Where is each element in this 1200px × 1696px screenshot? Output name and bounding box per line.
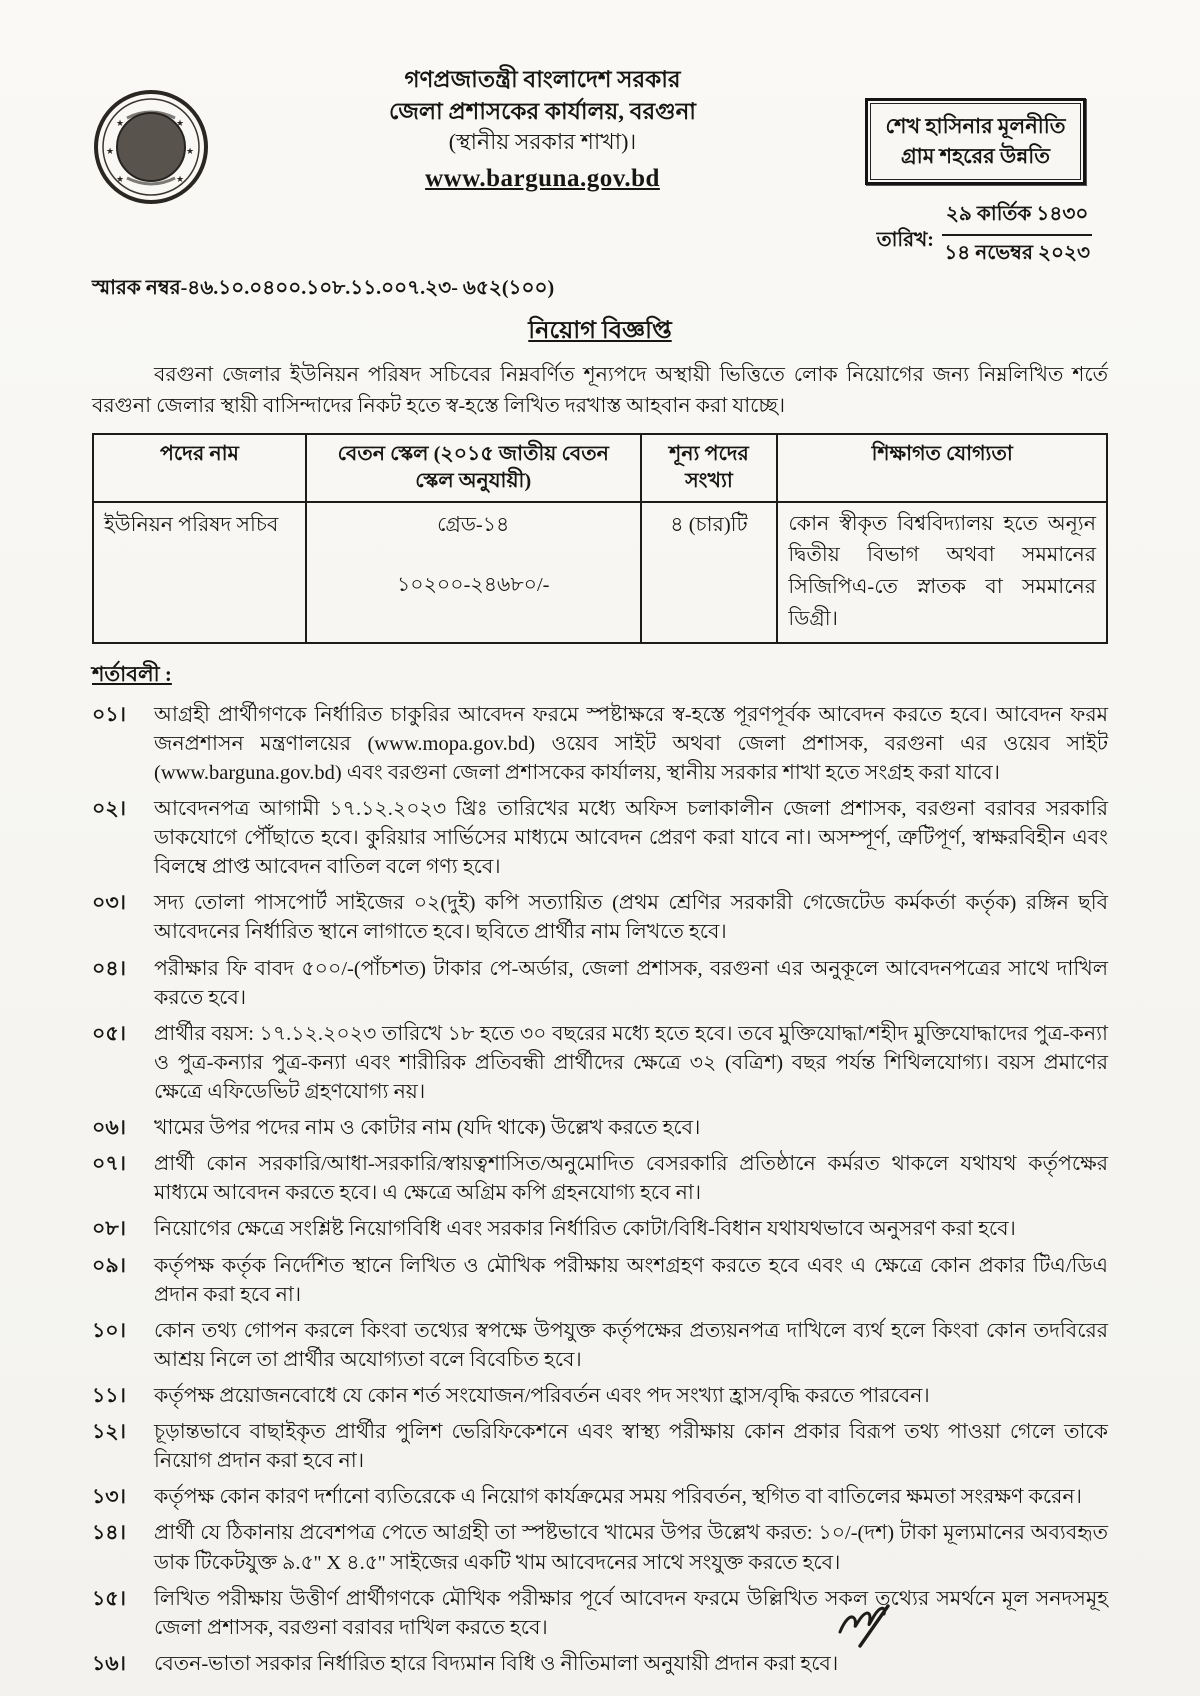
conditions-heading-wrap	[92, 658, 1108, 693]
condition-item	[92, 1519, 1108, 1577]
header-qualification: শিক্ষাগত যোগ্যতা	[777, 434, 1107, 501]
condition-number: ০৩।	[92, 892, 126, 915]
pay-grade: গ্রেড-১৪	[437, 513, 510, 536]
condition-number: ১১।	[92, 1385, 126, 1408]
condition-item	[92, 1317, 1108, 1375]
condition-item	[92, 1382, 1108, 1411]
vacancy-table-header-row	[93, 434, 1107, 501]
condition-text: প্রার্থী কোন সরকারি/আধা-সরকারি/স্বায়ত্বশাসিত/অনুমোদিত বেসরকারি প্রতিষ্ঠানে কর্মরত থাকলে যথাযথ কর্তৃপক্ষের মাধ্যমে আবেদন করতে হবে। এ ক্ষেত্রে অগ্রিম কপি গ্রহনযোগ্য হবে না।	[154, 1153, 1108, 1205]
condition-text: লিখিত পরীক্ষায় উত্তীর্ণ প্রার্থীগণকে মৌখিক পরীক্ষার পূর্বে আবেদন ফরমে উল্লিখিত সকল তথ্যের সমর্থনে মূল সনদসমূহ জেলা প্রশাসক, বরগুনা বরাবর দাখিল করতে হবে।	[154, 1587, 1108, 1639]
document-header	[92, 64, 1108, 271]
condition-number: ১৫।	[92, 1587, 126, 1610]
condition-item	[92, 1114, 1108, 1143]
condition-text: কর্তৃপক্ষ কোন কারণ দর্শানো ব্যতিরেকে এ নিয়োগ কার্যক্রমের সময় পরিবর্তন, স্থগিত বা বাতিলের ক্ষমতা সংরক্ষণ করেন।	[154, 1486, 1082, 1509]
svg-text:★: ★	[106, 147, 115, 157]
condition-text: কর্তৃপক্ষ প্রয়োজনবোধে যে কোন শর্ত সংযোজন/পরিবর্তন এবং পদ সংখ্যা হ্রাস/বৃদ্ধি করতে পারবেন।	[154, 1385, 930, 1408]
cell-post-name: ইউনিয়ন পরিষদ সচিব	[93, 502, 306, 643]
branch-name: (স্থানীয় সরকার শাখা)।	[448, 129, 637, 155]
condition-number: ০৫।	[92, 1022, 126, 1045]
memo-number: স্মারক নম্বর-৪৬.১০.০৪০০.১০৮.১১.০০৭.২৩- ৬৫২(১০০)	[92, 276, 555, 299]
condition-number: ০২।	[92, 798, 126, 821]
condition-item	[92, 1252, 1108, 1310]
svg-text:★: ★	[176, 175, 185, 185]
condition-number: ০১।	[92, 703, 126, 726]
vacancy-table	[92, 433, 1108, 643]
date-fraction	[942, 199, 1092, 271]
letterhead-text	[242, 64, 843, 196]
condition-number: ১০।	[92, 1319, 126, 1342]
office-website-link: www.barguna.gov.bd	[425, 164, 660, 192]
slogan-box	[865, 98, 1085, 185]
government-name: গণপ্রজাতন্ত্রী বাংলাদেশ সরকার	[404, 67, 681, 92]
condition-text: আবেদনপত্র আগামী ১৭.১২.২০২৩ খ্রিঃ তারিখের মধ্যে অফিস চলাকালীন জেলা প্রশাসক, বরগুনা বরাবর সরকারি ডাকযোগে পৌঁছাতে হবে। কুরিয়ার সার্ভিসের মাধ্যমে আবেদন প্রেরণ করা যাবে না। অসম্পূর্ণ, ত্রুটিপূর্ণ, স্বাক্ষরবিহীন এবং বিলম্বে প্রাপ্ত আবেদন বাতিল বলে গণ্য হবে।	[154, 798, 1108, 879]
conditions-list	[92, 701, 1108, 1679]
condition-number: ০৪।	[92, 957, 126, 980]
date-bangla-calendar: ২৯ কার্তিক ১৪৩০	[942, 199, 1092, 236]
initials-scribble-icon	[826, 1598, 916, 1652]
vacancy-table-row	[93, 502, 1107, 643]
slogan-text	[870, 103, 1080, 180]
svg-text:★: ★	[116, 175, 125, 185]
condition-number: ১২।	[92, 1421, 126, 1444]
condition-number: ০৯।	[92, 1254, 126, 1277]
condition-text: বেতন-ভাতা সরকার নির্ধারিত হারে বিদ্যমান বিধি ও নীতিমালা অনুযায়ী প্রদান করা হবে।	[154, 1652, 839, 1675]
condition-text: নিয়োগের ক্ষেত্রে সংশ্লিষ্ট নিয়োগবিধি এবং সরকার নির্ধারিত কোটা/বিধি-বিধান যথাযথভাবে অনুসরণ করা হবে।	[154, 1218, 1016, 1241]
condition-item	[92, 1215, 1108, 1244]
header-vacancy-line2: সংখ্যা	[685, 470, 733, 493]
header-vacancy-line1: শূন্য পদের	[669, 443, 749, 466]
slogan-line-2: গ্রাম শহরের উন্নতি	[900, 144, 1051, 169]
svg-text:★: ★	[176, 119, 185, 129]
condition-item	[92, 1585, 1108, 1643]
condition-item	[92, 1418, 1108, 1476]
condition-number: ০৮।	[92, 1218, 126, 1241]
condition-number: ১৬।	[92, 1652, 126, 1675]
header-vacancy-count	[641, 434, 778, 501]
condition-text: কোন তথ্য গোপন করলে কিংবা তথ্যের স্বপক্ষে উপযুক্ত কর্তৃপক্ষের প্রত্যয়নপত্র দাখিলে ব্যর্থ হলে কিংবা কোন তদবিরের আশ্রয় নিলে তা প্রার্থীর অযোগ্যতা বলে বিবেচিত হবে।	[154, 1319, 1108, 1371]
condition-text: খামের উপর পদের নাম ও কোটার নাম (যদি থাকে) উল্লেখ করতে হবে।	[154, 1117, 701, 1140]
condition-number: ০৬।	[92, 1117, 126, 1140]
cell-vacancy-count: ৪ (চার)টি	[641, 502, 778, 643]
date-label: তারিখ:	[876, 229, 934, 252]
cell-pay-scale	[306, 502, 641, 643]
condition-text: প্রার্থীর বয়স: ১৭.১২.২০২৩ তারিখে ১৮ হতে ৩০ বছরের মধ্যে হতে হবে। তবে মুক্তিযোদ্ধা/শহীদ মুক্তিযোদ্ধাদের পুত্র-কন্যা ও পুত্র-কন্যার পুত্র-কন্যা এবং শারীরিক প্রতিবন্ধী প্রার্থীদের ক্ষেত্রে ৩২ (বত্রিশ) বছর পর্যন্ত শিথিলযোগ্য। বয়স প্রমাণের ক্ষেত্রে এফিডেভিট গ্রহণযোগ্য নয়।	[154, 1022, 1108, 1104]
condition-item	[92, 701, 1108, 788]
condition-item	[92, 889, 1108, 947]
office-name: জেলা প্রশাসকের কার্যালয়, বরগুনা	[389, 98, 696, 124]
condition-item	[92, 1483, 1108, 1512]
government-seal-wrap	[92, 64, 242, 211]
condition-text: চূড়ান্তভাবে বাছাইকৃত প্রার্থীর পুলিশ ভেরিফিকেশনে এবং স্বাস্থ্য পরীক্ষায় কোন প্রকার বিরূপ তথ্য পাওয়া গেলে তাকে নিয়োগ প্রদান করা হবে না।	[154, 1421, 1108, 1473]
cell-qualification: কোন স্বীকৃত বিশ্ববিদ্যালয় হতে অন্যূন দ্বিতীয় বিভাগ অথবা সমমানের সিজিপিএ-তে স্নাতক বা সমমানের ডিগ্রী।	[777, 502, 1107, 643]
condition-item	[92, 1150, 1108, 1208]
circular-title: নিয়োগ বিজ্ঞপ্তি	[528, 317, 672, 344]
condition-text: সদ্য তোলা পাসপোর্ট সাইজের ০২(দুই) কপি সত্যায়িত (প্রথম শ্রেণির সরকারী গেজেটেড কর্মকর্তা কর্তৃক) রঙ্গিন ছবি আবেদনের নির্ধারিত স্থানে লাগাতে হবে। ছবিতে প্রার্থীর নাম লিখতে হবে।	[154, 892, 1108, 944]
condition-number: ০৭।	[92, 1153, 126, 1176]
header-right-column	[843, 64, 1108, 271]
condition-text: পরীক্ষার ফি বাবদ ৫০০/-(পাঁচশত) টাকার পে-অর্ডার, জেলা প্রশাসক, বরগুনা এর অনুকূলে আবেদনপত্রের সাথে দাখিল করতে হবে।	[154, 957, 1108, 1009]
conditions-heading: শর্তাবলী :	[92, 661, 172, 686]
intro-paragraph: বরগুনা জেলার ইউনিয়ন পরিষদ সচিবের নিম্নবর্ণিত শূন্যপদে অস্থায়ী ভিত্তিতে লোক নিয়োগের জন্য নিম্নলিখিত শর্তে বরগুনা জেলার স্থায়ী বাসিন্দাদের নিকট হতে স্ব-হস্তে লিখিত দরখাস্ত আহবান করা যাচ্ছে।	[92, 363, 1108, 417]
government-seal-icon	[92, 88, 210, 206]
condition-number: ১৩।	[92, 1486, 126, 1509]
svg-text:★: ★	[186, 147, 195, 157]
condition-text: প্রার্থী যে ঠিকানায় প্রবেশপত্র পেতে আগ্রহী তা স্পষ্টভাবে খামের উপর উল্লেখ করত: ১০/-(দশ) টাকা মূল্যমানের অব্যবহৃত ডাক টিকেটযুক্ত ৯.৫'' X ৪.৫'' সাইজের একটি খাম আবেদনের সাথে সংযুক্ত করতে হবে।	[154, 1522, 1108, 1574]
condition-number: ১৪।	[92, 1522, 126, 1545]
condition-item	[92, 1650, 1108, 1679]
condition-item	[92, 795, 1108, 882]
condition-item	[92, 955, 1108, 1013]
memo-row	[92, 273, 1108, 306]
svg-text:★: ★	[116, 119, 125, 129]
date-block	[877, 199, 1093, 271]
header-post-name: পদের নাম	[93, 434, 306, 501]
header-pay-scale: বেতন স্কেল (২০১৫ জাতীয় বেতন স্কেল অনুযায়ী)	[306, 434, 641, 501]
pay-range: ১০২০০-২৪৬৮০/-	[396, 573, 550, 596]
slogan-line-1: শেখ হাসিনার মূলনীতি	[885, 114, 1066, 138]
circular-title-wrap	[92, 312, 1108, 352]
condition-text: আগ্রহী প্রার্থীগণকে নির্ধারিত চাকুরির আবেদন ফরমে স্পষ্টাক্ষরে স্ব-হস্তে পূরণপূর্বক আবেদন করতে হবে। আবেদন ফরম জনপ্রশাসন মন্ত্রণালয়ের (www.mopa.gov.bd) ওয়েব সাইট অথবা জেলা প্রশাসক, বরগুনা এর ওয়েব সাইট (www.barguna.gov.bd) এবং বরগুনা জেলা প্রশাসকের কার্যালয়, স্থানীয় সরকার শাখা হতে সংগ্রহ করা যাবে।	[154, 703, 1108, 784]
condition-text: কর্তৃপক্ষ কর্তৃক নির্দেশিত স্থানে লিখিত ও মৌখিক পরীক্ষায় অংশগ্রহণ করতে হবে এবং এ ক্ষেত্রে কোন প্রকার টিএ/ডিএ প্রদান করা হবে না।	[154, 1254, 1108, 1306]
initials-mark	[826, 1598, 916, 1657]
date-gregorian-calendar: ১৪ নভেম্বর ২০২৩	[944, 241, 1090, 264]
condition-item	[92, 1020, 1108, 1107]
